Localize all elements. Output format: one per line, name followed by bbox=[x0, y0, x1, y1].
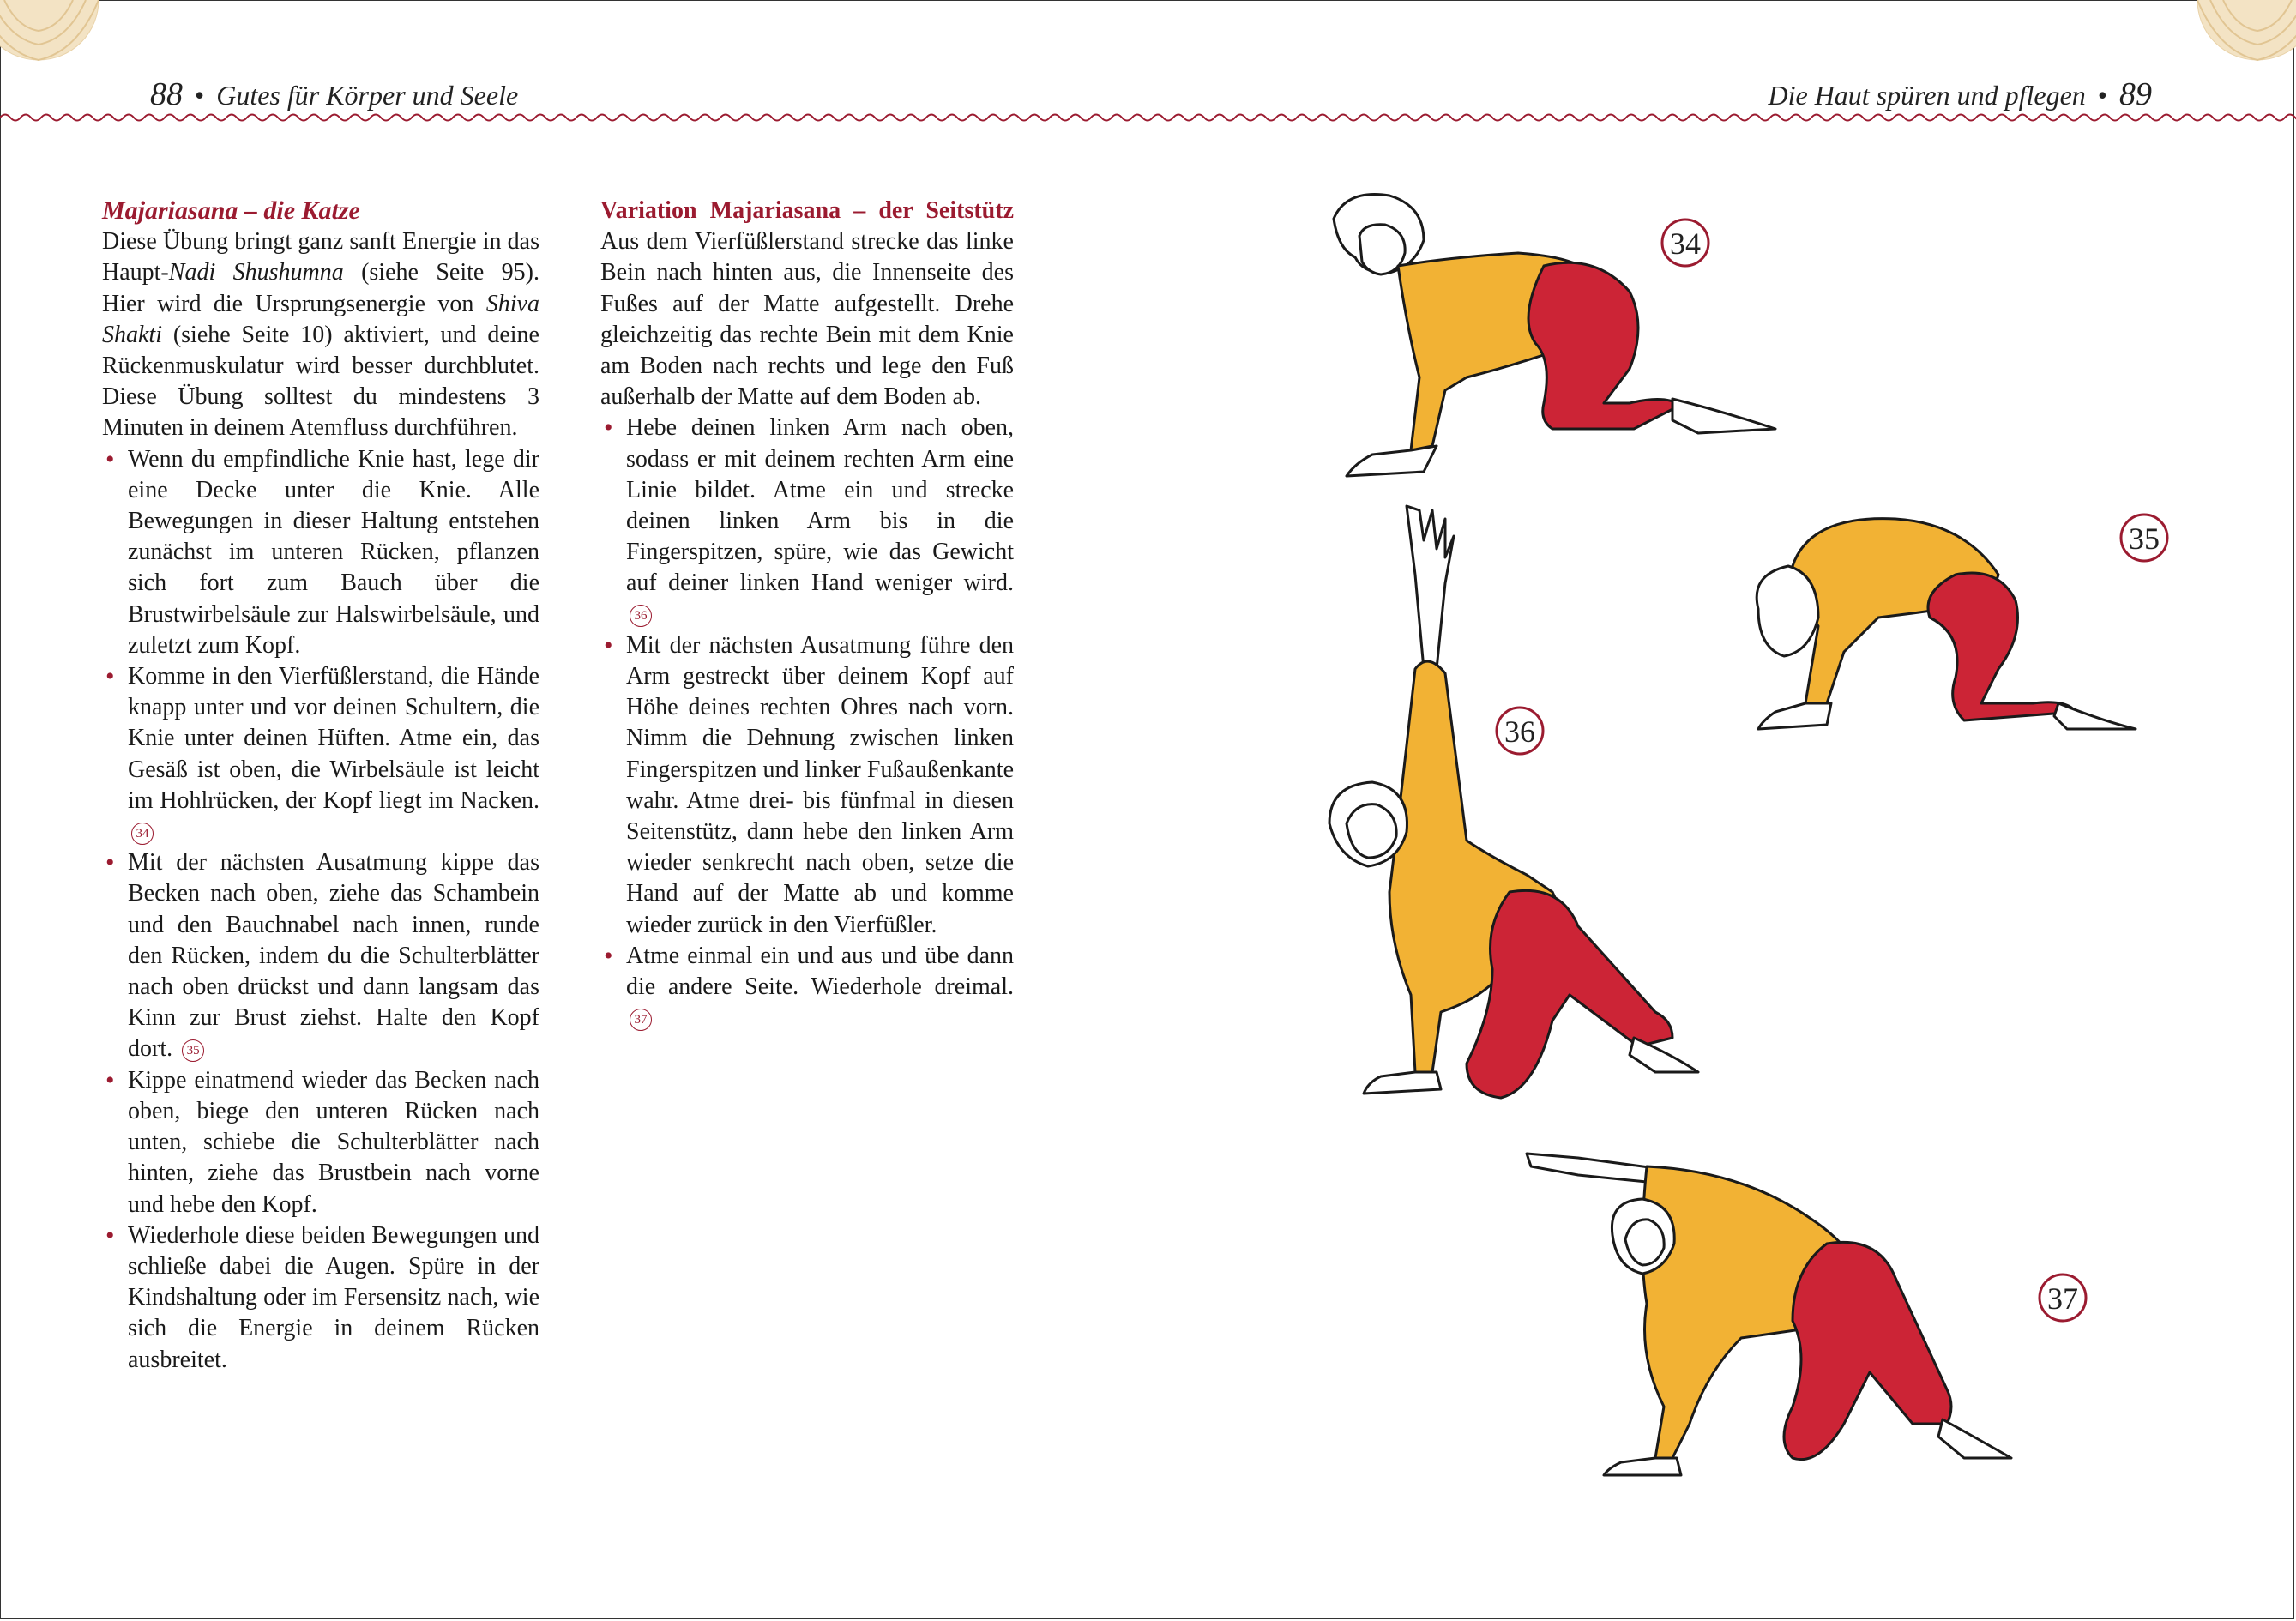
intro-text-2: (siehe Seite 95). Hier wird die Ursprungsenergie von bbox=[102, 259, 539, 317]
variation-paragraph bbox=[600, 196, 1014, 413]
running-head-right: Die Haut spüren und pflegen • 89 bbox=[1768, 76, 2152, 112]
page-number-right: 89 bbox=[2119, 76, 2152, 112]
badge-37-label: 37 bbox=[2047, 1281, 2078, 1316]
yoga-illustrations bbox=[1295, 172, 2273, 1510]
figure-ref-badge: 36 bbox=[630, 605, 652, 627]
list-item-text: Hebe deinen linken Arm nach oben, sodass er mit deinem rechten Arm eine Linie bildet. Atme ein und strecke deinen linken Arm bis in die Fingerspitzen, spüre, wie das Gewicht auf deiner linken Hand weniger wird. bbox=[626, 414, 1014, 597]
list-item-text: Mit der nächsten Ausatmung kippe das Becken nach oben, ziehe das Schambein und den Bauchnabel nach innen, runde den Rücken, indem du die Schulterblätter nach oben drückst und dann langsam das Kinn zur Brust ziehst. Halte den Kopf dort. bbox=[128, 849, 539, 1063]
intro-shakti-term: Shiva Shakti bbox=[102, 290, 539, 348]
badge-36-label: 36 bbox=[1504, 714, 1535, 749]
exercise-heading-cat: Majariasana – die Katze bbox=[102, 196, 360, 225]
list-item bbox=[600, 413, 1014, 630]
intro-nadi-term: Nadi Shushumna bbox=[168, 259, 344, 286]
figure-ref-badge: 35 bbox=[182, 1039, 204, 1062]
exercise-heading-side-plank: Variation Majariasana – der Seitstütz bbox=[600, 197, 1014, 224]
figure-ref-badge: 37 bbox=[630, 1009, 652, 1031]
intro-text-1: Diese Übung bringt ganz sanft Energie in das Haupt- bbox=[102, 228, 539, 286]
list-item-text: Mit der nächsten Ausatmung führe den Arm gestreckt über deinem Kopf auf Höhe deines rechten Ohres nach vorn. Nimm die Dehnung zwischen linken Fingerspitzen und linker Fußaußenkante wahr. Atme drei- bis fünfmal in diesen Seitenstütz, dann hebe den linken Arm wieder senkrecht nach oben, setze die Hand auf der Matte ab und komme wieder zurück in den Vierfüßler. bbox=[626, 631, 1014, 938]
list-item-text: Wiederhole diese beiden Bewegungen und schließe dabei die Augen. Spüre in der Kindshaltung oder im Fersensitz nach, wie sich die Energie in deinem Rücken ausbreitet. bbox=[128, 1221, 539, 1373]
figure-37-side-plank-arm-over bbox=[1527, 1154, 2011, 1475]
list-item bbox=[102, 1065, 539, 1220]
variation-intro-text: Aus dem Vierfüßlerstand strecke das linke Bein nach hinten aus, die Innenseite des Fußes auf der Matte aufgestellt. Drehe gleichzeitig das rechte Bein mit dem Knie am Boden nach rechts und lege den Fuß außerhalb der Matte auf dem Boden ab. bbox=[600, 228, 1014, 411]
figure-ref-badge: 34 bbox=[131, 823, 154, 845]
figure-badge-35 bbox=[2121, 515, 2167, 561]
badge-35-label: 35 bbox=[2129, 521, 2160, 556]
figure-36-side-plank-arm-up bbox=[1329, 506, 1698, 1098]
list-item bbox=[102, 1220, 539, 1376]
mandala-ornament-left bbox=[0, 0, 111, 94]
chapter-title-right: Die Haut spüren und pflegen bbox=[1768, 80, 2086, 111]
figure-35-cat-round-back bbox=[1757, 519, 2136, 729]
badge-34-label: 34 bbox=[1670, 226, 1701, 261]
page-number-left: 88 bbox=[150, 76, 183, 112]
list-item bbox=[600, 630, 1014, 941]
middle-text-column bbox=[600, 196, 1014, 1033]
list-item bbox=[102, 444, 539, 661]
list-item-text: Komme in den Vierfüßlerstand, die Hände knapp unter und vor deinen Schultern, die Knie unter deinen Hüften. Atme ein, das Gesäß ist oben, die Wirbelsäule ist leicht im Hohlrücken, der Kopf liegt im Nacken. bbox=[128, 663, 539, 814]
mandala-ornament-right bbox=[2185, 0, 2296, 94]
list-item-text: Wenn du empfindliche Knie hast, lege dir eine Decke unter die Knie. Alle Bewegungen in dieser Haltung entstehen zunächst im unteren Rücken, pflanzen sich fort zum Bauch über die Brustwirbelsäule zur Halswirbelsäule, und zuletzt zum Kopf. bbox=[128, 445, 539, 659]
list-item bbox=[102, 661, 539, 847]
intro-paragraph bbox=[102, 226, 539, 443]
list-item bbox=[600, 941, 1014, 1034]
instruction-list bbox=[102, 444, 539, 1376]
list-item-text: Atme einmal ein und aus und übe dann die andere Seite. Wiederhole dreimal. bbox=[626, 942, 1014, 1001]
figure-34-cat-hollow-back bbox=[1334, 195, 1775, 476]
header-wave-rule bbox=[0, 110, 2296, 125]
chapter-title-left: Gutes für Körper und Seele bbox=[216, 80, 519, 111]
figure-badge-37 bbox=[2040, 1275, 2086, 1321]
list-item-text: Kippe einatmend wieder das Becken nach oben, biege den unteren Rücken nach unten, schiebe die Schulterblätter nach hinten, ziehe das Brustbein nach vorne und hebe den Kopf. bbox=[128, 1066, 539, 1218]
left-text-column bbox=[102, 196, 539, 1376]
variation-instruction-list bbox=[600, 413, 1014, 1033]
figure-badge-34 bbox=[1662, 220, 1708, 266]
running-head-left: 88 • Gutes für Körper und Seele bbox=[150, 76, 519, 112]
intro-text-3: (siehe Seite 10) aktiviert, und deine Rückenmuskulatur wird besser durchblutet. Diese Übung solltest du mindestens 3 Minuten in deinem Atemfluss durchführen. bbox=[102, 321, 539, 442]
figure-badge-36 bbox=[1497, 708, 1543, 754]
list-item bbox=[102, 847, 539, 1064]
